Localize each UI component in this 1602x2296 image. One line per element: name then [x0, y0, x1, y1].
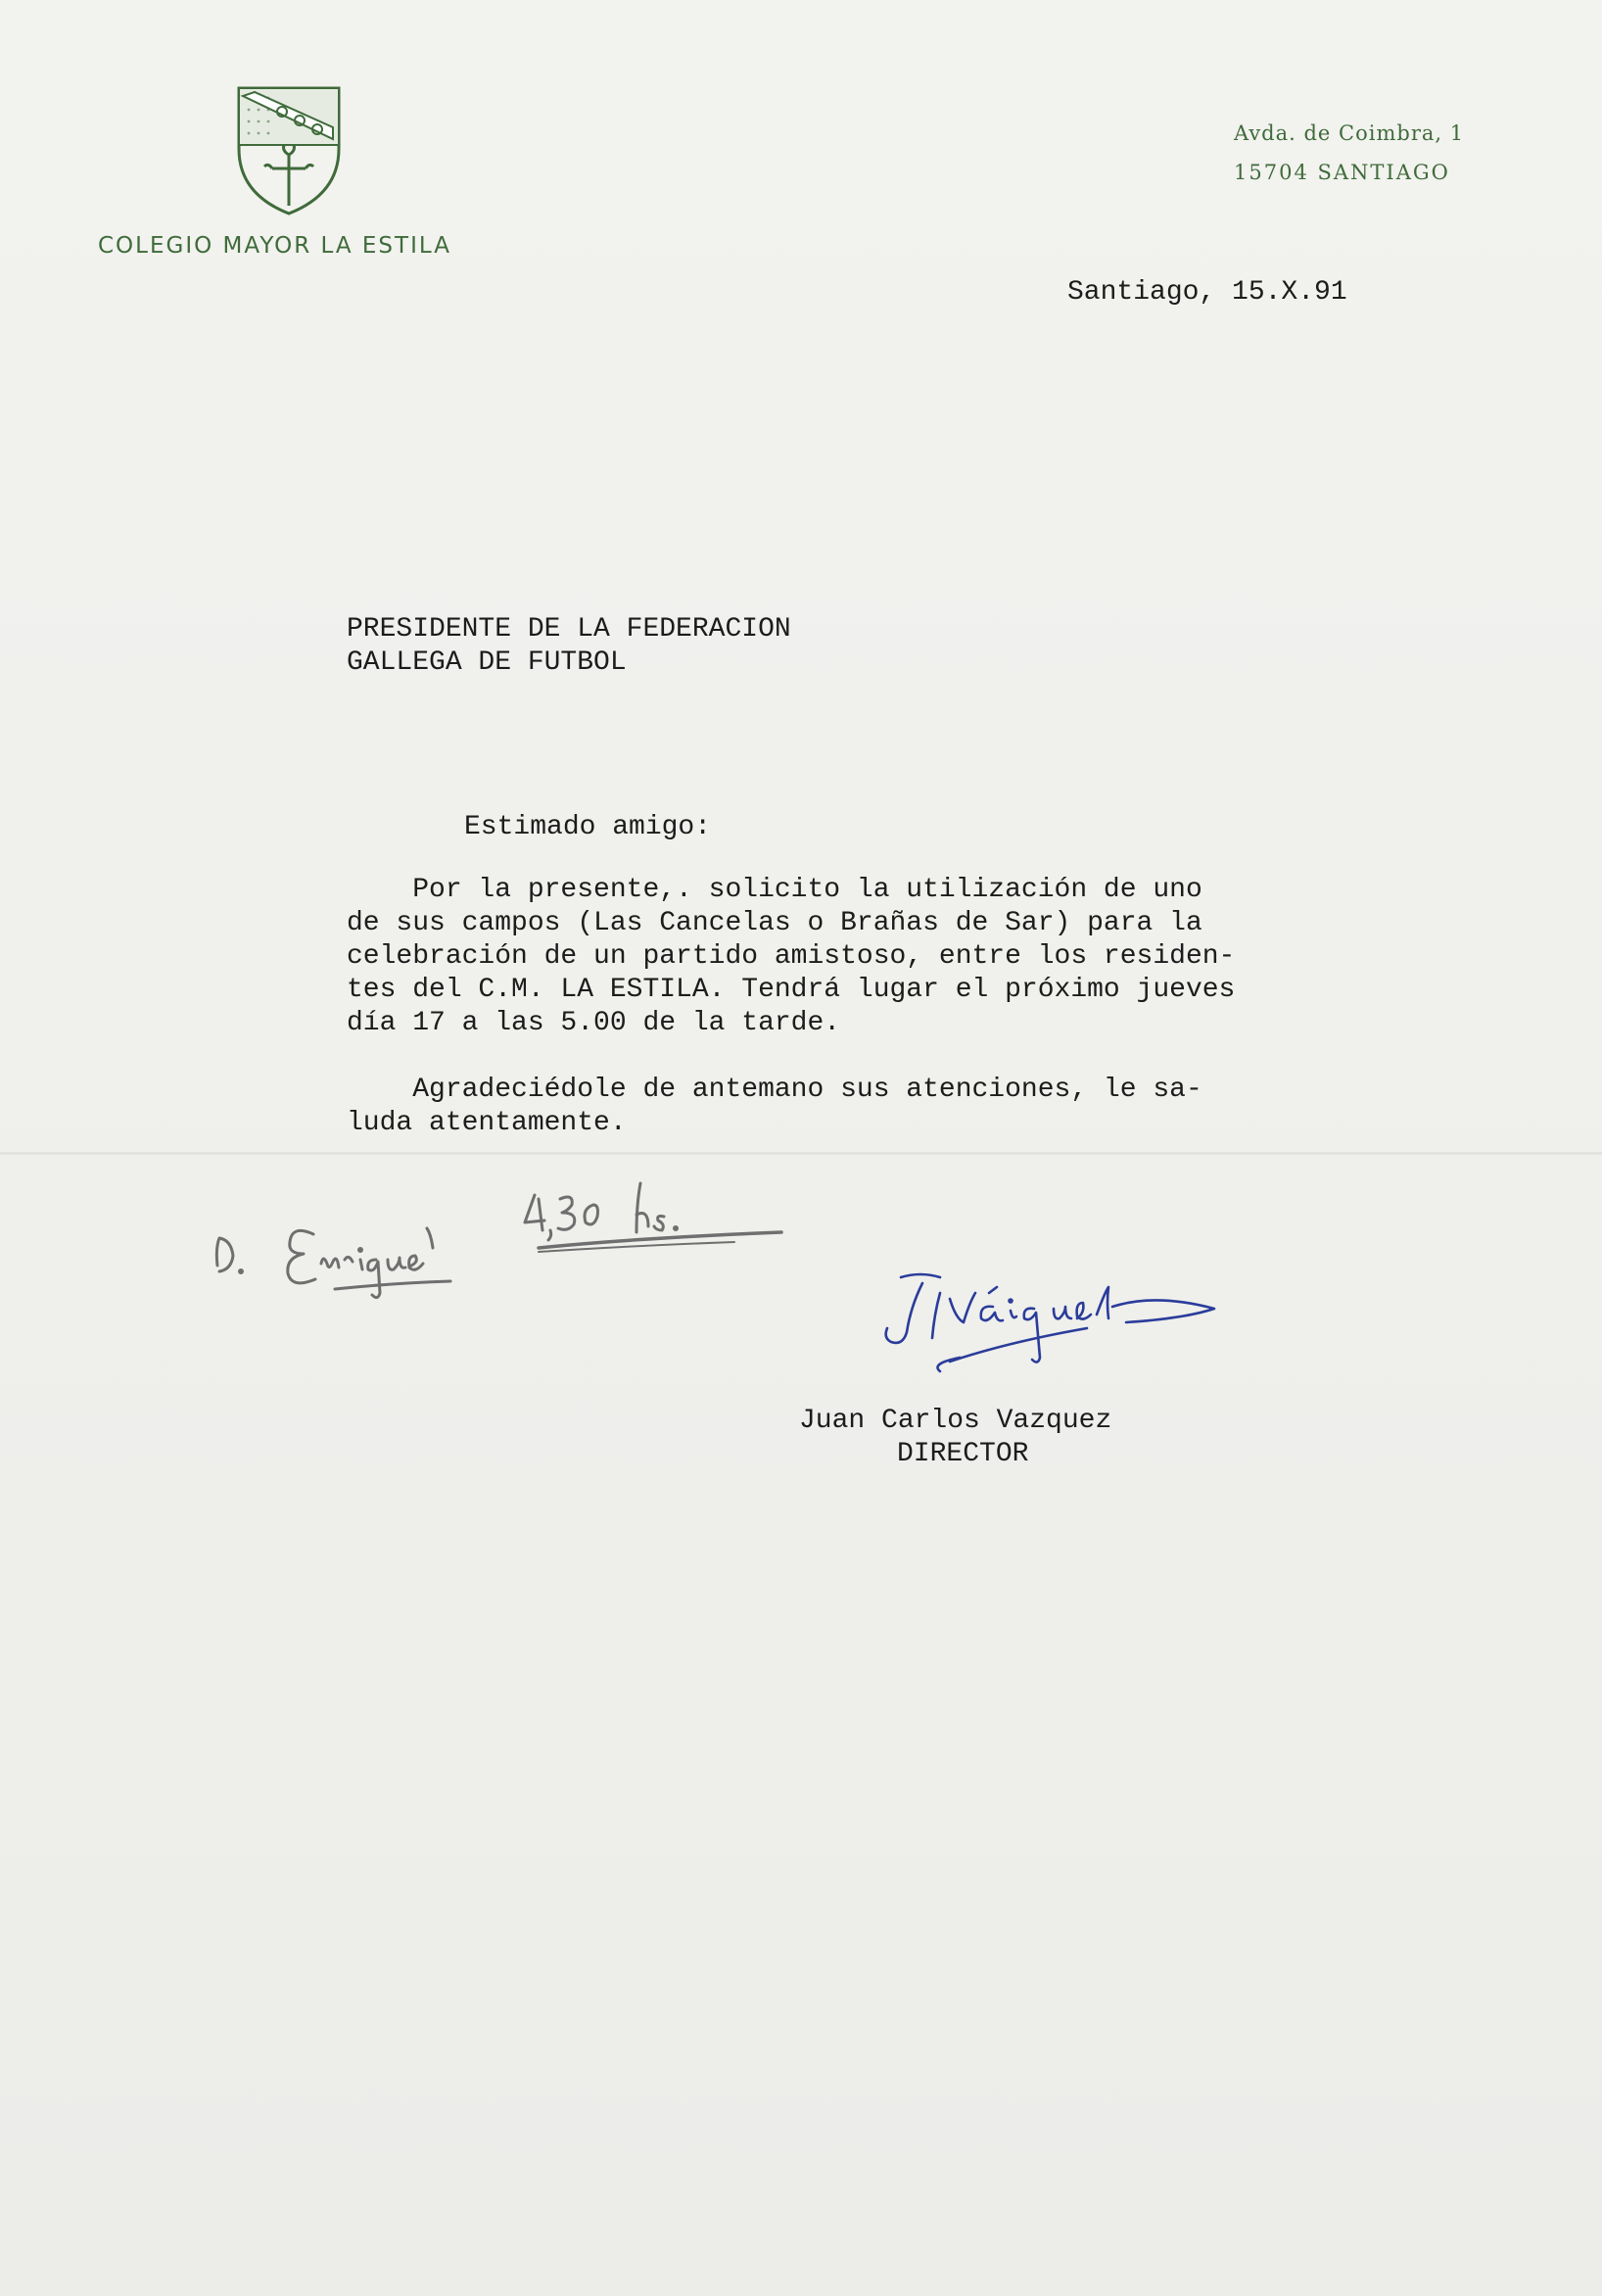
letter-date: Santiago, 15.X.91 — [1067, 277, 1347, 308]
closing-line: Agradeciédole de antemano sus atenciones, le sa- — [347, 1075, 1202, 1105]
body-line: día 17 a las 5.00 de la tarde. — [347, 1008, 841, 1038]
body-line: Por la presente,. solicito la utilización de uno — [347, 875, 1202, 905]
greeting: Estimado amigo: — [464, 812, 712, 842]
address-street: Avda. de Coimbra, 1 — [1234, 121, 1465, 145]
letter-body — [347, 874, 1235, 1040]
letter-closing — [347, 1074, 1202, 1140]
address-city: 15704 SANTIAGO — [1234, 161, 1450, 184]
signature — [862, 1264, 1234, 1411]
closing-line: luda atentamente. — [347, 1108, 627, 1138]
body-line: celebración de un partido amistoso, entre los residen- — [347, 941, 1236, 972]
recipient-line: PRESIDENTE DE LA FEDERACION — [347, 614, 791, 645]
recipient-line: GALLEGA DE FUTBOL — [347, 647, 627, 678]
signatory-name: Juan Carlos Vazquez — [799, 1406, 1112, 1436]
handwritten-note — [206, 1166, 793, 1322]
college-crest-icon — [235, 84, 343, 217]
handwritten-note-text — [215, 1205, 225, 1206]
college-name: COLEGIO MAYOR LA ESTILA — [98, 233, 451, 259]
letterhead-address — [1234, 114, 1567, 192]
paper-fold-line — [0, 1152, 1602, 1155]
signatory-title: DIRECTOR — [897, 1439, 1029, 1469]
body-line: de sus campos (Las Cancelas o Brañas de Sar) para la — [347, 908, 1202, 938]
recipient-block — [347, 613, 791, 680]
body-line: tes del C.M. LA ESTILA. Tendrá lugar el próximo jueves — [347, 975, 1236, 1005]
